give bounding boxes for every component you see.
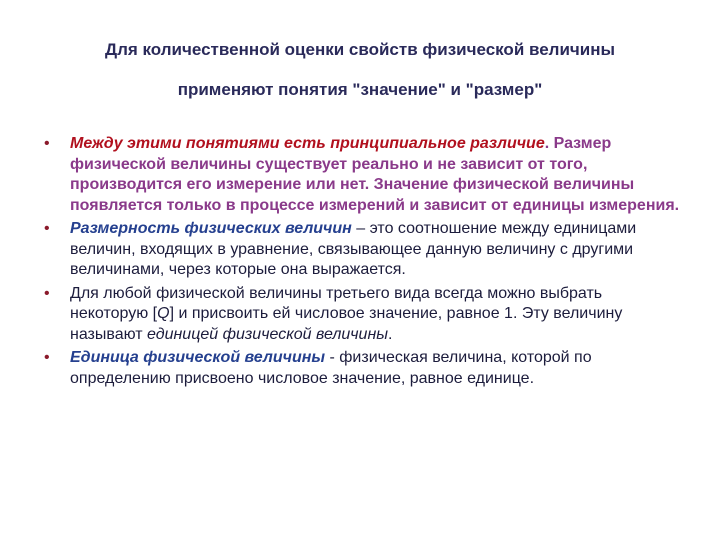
title-line-2: применяют понятия "значение" и "размер" xyxy=(177,80,543,99)
unit-symbol: Q xyxy=(157,305,170,322)
unit-emphasis: единицей физической величины xyxy=(147,325,389,343)
list-item xyxy=(44,348,684,389)
unit-term: Единица физической величины xyxy=(70,349,326,366)
principal-difference-lead: Между этими понятиями есть принципиальное различие xyxy=(70,135,545,152)
title-line-1: Для количественной оценки свойств физической величины xyxy=(104,40,616,59)
list-item xyxy=(44,284,684,346)
bullet-marker: • xyxy=(44,349,50,366)
unit-text-c: . xyxy=(388,325,393,343)
lead-punct: . xyxy=(544,135,550,152)
unit-definition: физическая величина, которой по определению присвоено числовое значение, равное единице. xyxy=(70,349,592,387)
size-value-explanation: Размер физической величины существует реально и не зависит от того, производится его измерение или нет. Значение физической величины появляется только в процессе измерений и зависит от единицы измерения. xyxy=(70,135,680,214)
bullet-marker: • xyxy=(44,135,50,152)
bullet-marker: • xyxy=(44,220,50,237)
slide-title xyxy=(0,30,720,110)
dimension-definition: – это соотношение между единицами величин, входящих в уравнение, связывающее данную величину с другими величинами, через которые она выражается. xyxy=(70,220,637,278)
unit-dash: - xyxy=(325,349,340,366)
bullet-marker: • xyxy=(44,284,50,302)
unit-text-a: Для любой физической величины третьего вида всегда можно выбрать некоторую [ xyxy=(70,284,603,322)
unit-text-b: ] и присвоить ей числовое значение, равное 1. Эту величину называют xyxy=(70,305,623,343)
list-item xyxy=(44,219,684,281)
dimension-term: Размерность физических величин xyxy=(70,220,352,237)
bullet-list xyxy=(44,134,684,392)
list-item xyxy=(44,134,684,216)
